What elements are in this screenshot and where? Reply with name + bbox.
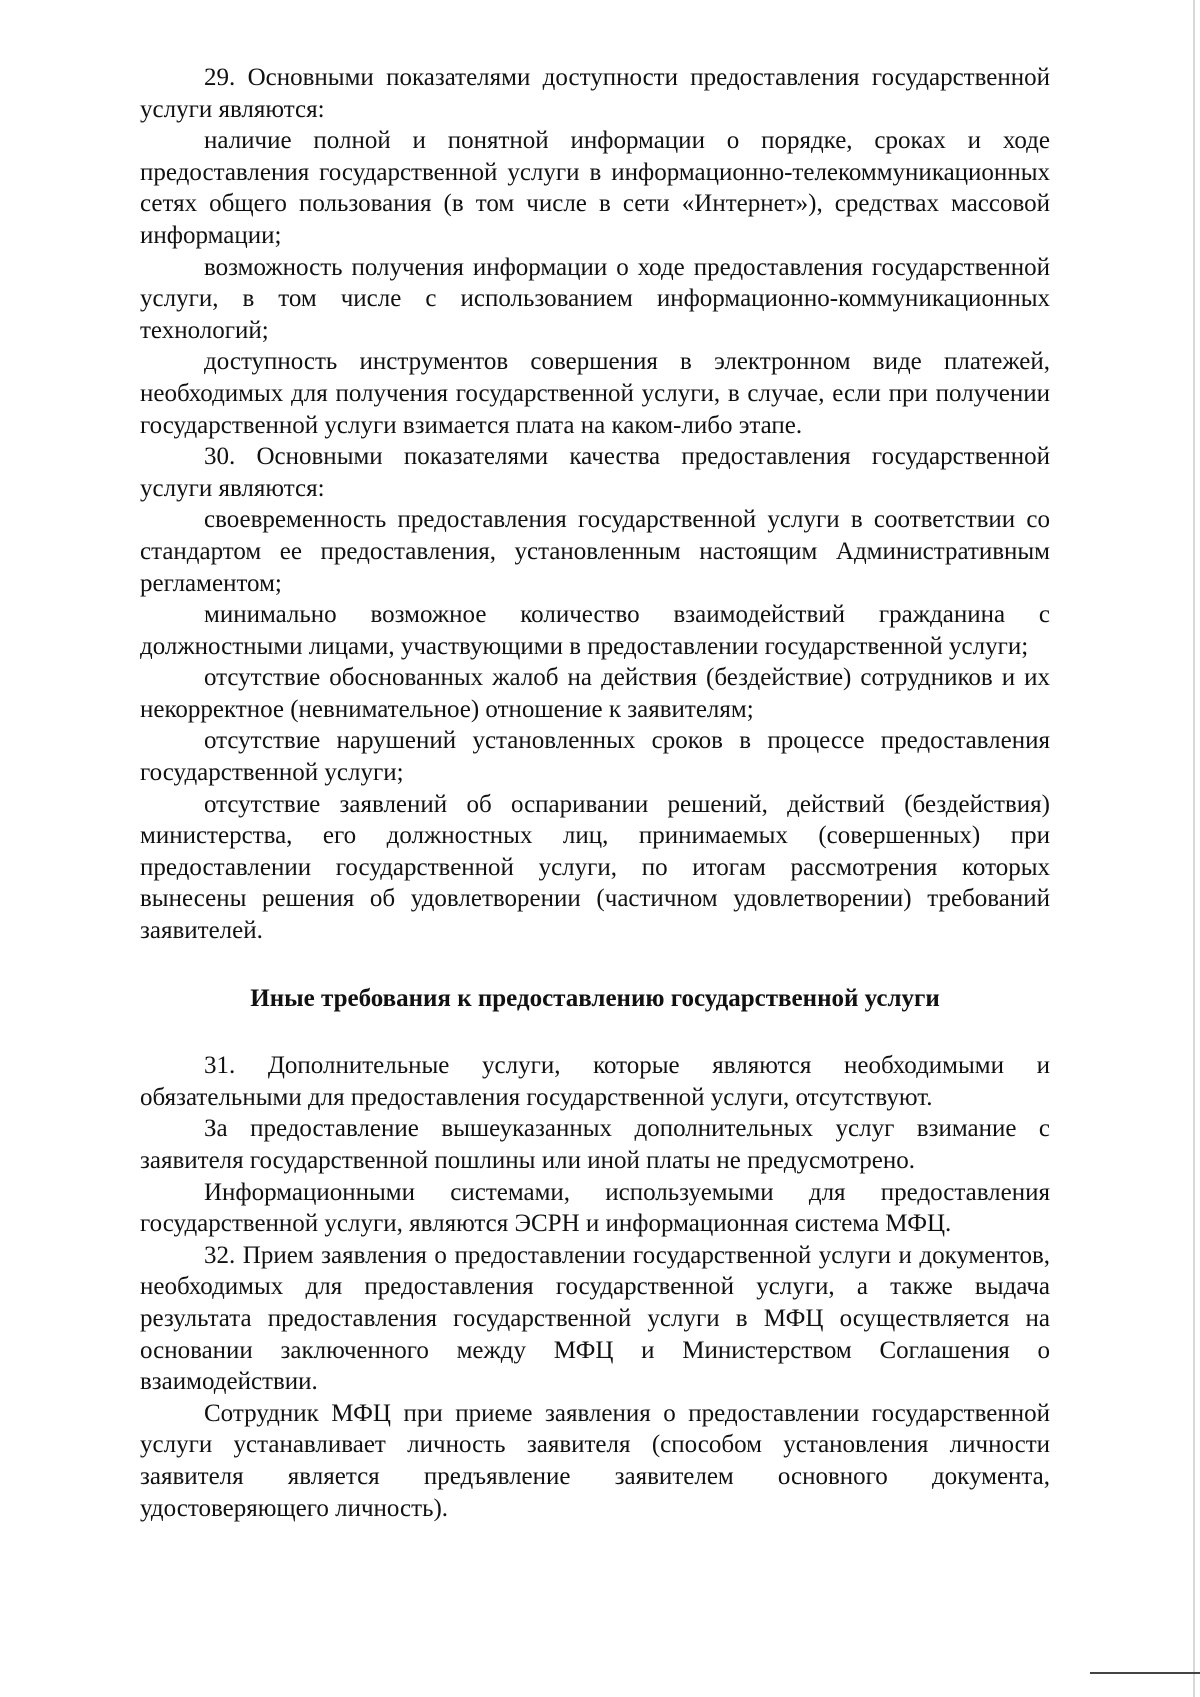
document-body	[140, 62, 1050, 1524]
paragraph-availability-info: наличие полной и понятной информации о порядке, сроках и ходе предоставления государственной услуги в информационно-телекоммуникационных сетях общего пользования (в том числе в сети «Интернет»), средствах массовой информации;	[140, 127, 1050, 249]
paragraph-30: 30. Основными показателями качества предоставления государственной услуги являются:	[140, 443, 1050, 502]
paragraph-31: 31. Дополнительные услуги, которые являются необходимыми и обязательными для предоставления государственной услуги, отсутствуют.	[140, 1052, 1050, 1111]
paragraph-availability-progress: возможность получения информации о ходе предоставления государственной услуги, в том числе с использованием информационно-коммуникационных технологий;	[140, 253, 1050, 344]
paragraph-quality-deadlines: отсутствие нарушений установленных сроков в процессе предоставления государственной услуги;	[140, 727, 1050, 787]
paragraph-32: 32. Прием заявления о предоставлении государственной услуги и документов, необходимых для предоставления государственной услуги, а также выдача результата предоставления государственной услуги в МФЦ осуществляется на основании заключенного между МФЦ и Министерством Соглашения о взаимодействии.	[140, 1241, 1050, 1396]
paragraph-quality-complaints: отсутствие обоснованных жалоб на действия (бездействие) сотрудников и их некорректное (невнимательное) отношение к заявителям;	[140, 664, 1050, 723]
scan-edge-line	[1193, 0, 1195, 1697]
section-heading: Иные требования к предоставлению государственной услуги	[250, 984, 940, 1012]
paragraph-29: 29. Основными показателями доступности предоставления государственной услуги являются:	[140, 64, 1050, 123]
paragraph-quality-appeals: отсутствие заявлений об оспаривании решений, действий (бездействия) министерства, его должностных лиц, принимаемых (совершенных) при предоставлении государственной услуги, по итогам рассмотрения которых вынесены решения об удовлетворении (частичном удовлетворении) требований заявителей.	[140, 790, 1050, 945]
paragraph-info-systems: Информационными системами, используемыми для предоставления государственной услуги, являются ЭСРН и информационная система МФЦ.	[140, 1178, 1050, 1238]
paragraph-identity: Сотрудник МФЦ при приеме заявления о предоставлении государственной услуги устанавливает личность заявителя (способом установления личности заявителя является предъявление заявителем основного документа, удостоверяющего личность).	[140, 1399, 1050, 1522]
paragraph-fees: За предоставление вышеуказанных дополнительных услуг взимание с заявителя государственной пошлины или иной платы не предусмотрено.	[140, 1115, 1050, 1174]
scan-bottom-line	[1090, 1672, 1200, 1674]
paragraph-quality-timeliness: своевременность предоставления государственной услуги в соответствии со стандартом ее предоставления, установленным настоящим Административным регламентом;	[140, 506, 1050, 597]
paragraph-availability-payments: доступность инструментов совершения в электронном виде платежей, необходимых для получения государственной услуги, в случае, если при получении государственной услуги взимается плата на каком-либо этапе.	[140, 348, 1050, 439]
paragraph-quality-interactions: минимально возможное количество взаимодействий гражданина с должностными лицами, участвующими в предоставлении государственной услуги;	[140, 601, 1050, 660]
